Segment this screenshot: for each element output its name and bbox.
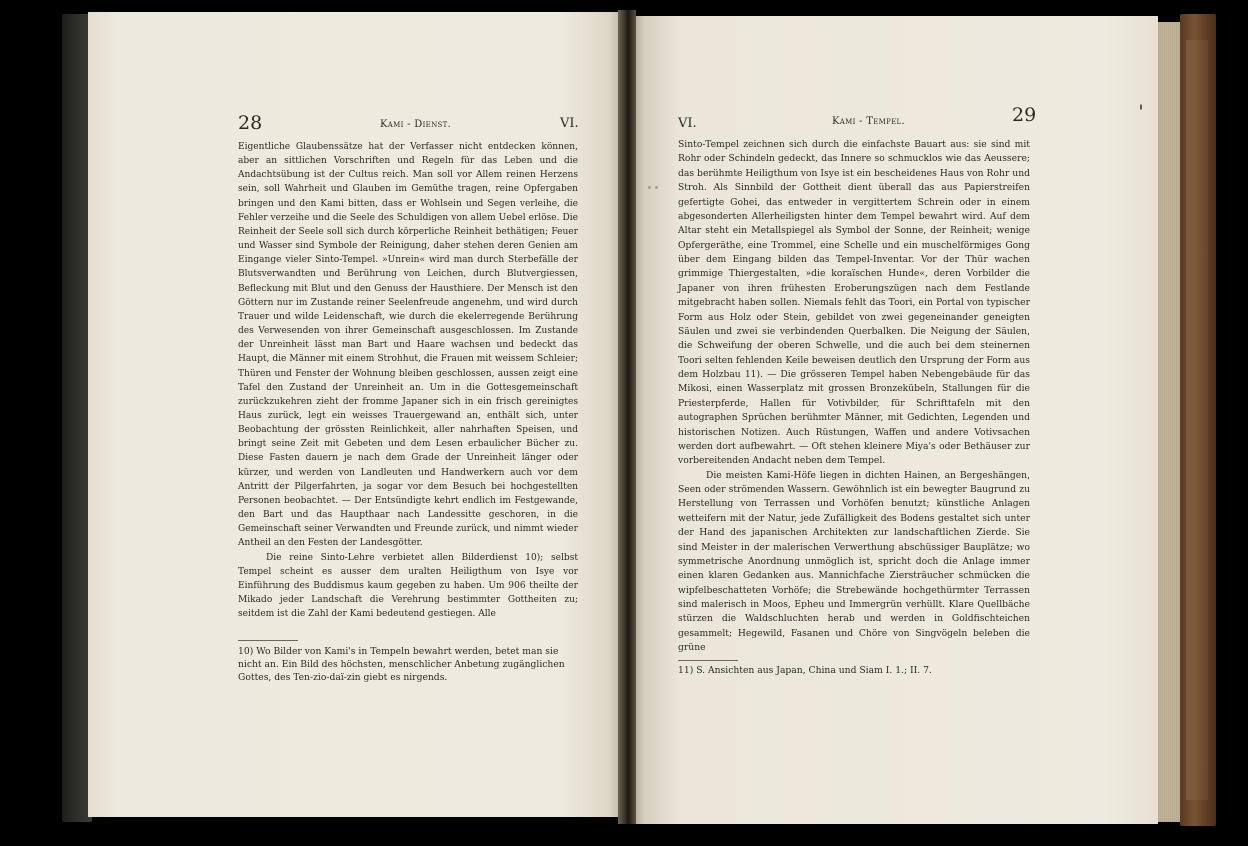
paper-speck bbox=[1140, 104, 1142, 110]
left-running-head: Kami - Dienst. bbox=[380, 119, 452, 130]
book-gutter bbox=[618, 10, 636, 824]
left-page-number: 28 bbox=[238, 112, 263, 134]
right-page-number: 29 bbox=[1012, 104, 1037, 126]
paper-speck bbox=[655, 186, 658, 189]
right-footnote-rule bbox=[678, 660, 738, 661]
right-cover-band bbox=[1186, 40, 1208, 800]
right-footnote: 11) S. Ansichten aus Japan, China und Siam I. 1.; II. 7. bbox=[678, 665, 932, 676]
right-paragraph-2: Die meisten Kami-Höfe liegen in dichten Hainen, an Bergeshängen, Seen oder strömenden Wassern. Gewöhnlich ist ein bewegter Baugrund zu Herstellung von Terrassen und Vorhöfen benutzt; künstliche Anlagen wetteifern mit der Natur, jede Zufälligkeit des Bodens gestaltet sich unter der Hand des japanischen Architekten zur landschaftlichen Zierde. Sie sind Meister in der malerischen Verwerthung abschüssiger Bauplätze; wo symmetrische Anordnung unmöglich ist, spricht doch die Anlage immer einen klaren Gedanken aus. Mannichfache Ziersträucher schmücken die wipfelbeschatteten Vorhöfe; die Strebewände hochgethürmter Terrassen sind malerisch in Moos, Epheu und Immergrün verhüllt. Klare Quellbäche stürzen die Waldschluchten herab und werden in Goldfischteichen gesammelt; Hegewild, Fasanen und Chöre von Singvögeln beleben die grüne bbox=[678, 469, 1030, 654]
right-running-head: Kami - Tempel. bbox=[832, 116, 905, 127]
left-chapter-number: VI. bbox=[560, 116, 579, 131]
left-footnote: 10) Wo Bilder von Kami's in Tempeln bewahrt werden, betet man sie nicht an. Ein Bild des höchsten, menschlicher Anbetung zugänglichen Gottes, des Ten-zio-daï-zin giebt es nirgends. bbox=[238, 646, 565, 683]
right-paragraph-1: Sinto-Tempel zeichnen sich durch die einfachste Bauart aus: sie sind mit Rohr oder Schindeln gedeckt, das Innere so schmucklos wie das Aeussere; das berühmte Heiligthum von Isye ist ein bescheidenes Haus von Rohr und Stroh. Als Sinnbild der Gottheit dient überall das aus Papierstreifen gefertigte Gohei, das entweder in vergittertem Schrein oder in einem abgesonderten Allerheiligsten hinter dem Tempel bewahrt wird. Auf dem Altar steht ein Metallspiegel als Symbol der Sonne, der Reinheit; wenige Opfergeräthe, eine Trommel, eine Schelle und ein muschelförmiges Gong über dem Eingang bilden das Tempel-Inventar. Vor der Thür wachen grimmige Thiergestalten, »die koraïschen Hunde«, deren Vorbilder die Japaner von ihren frühesten Eroberungszügen nach dem Festlande mitgebracht haben sollen. Niemals fehlt das Toori, ein Portal von typischer Form aus Holz oder Stein, gebildet von zwei gegeneinander geneigten Säulen und zwei sie verbindenden Querbalken. Die Neigung der Säulen, die Schweifung der oberen Schwelle, und die auch bei dem steinernen Toori selten fehlenden Keile beweisen deutlich den Ursprung der Form aus dem Holzbau 11). — Die grösseren Tempel haben Nebengebäude für das Mikosi, einen Wasserplatz mit grossen Bronzekübeln, Stallungen für die Priesterpferde, Hallen für Votivbilder, für Schrifttafeln mit den autographen Sprüchen berühmter Männer, mit Gedichten, Legenden und historischen Notizen. Auch Rüstungen, Waffen und andere Votivsachen werden dort aufbewahrt. — Oft stehen kleinere Miya's oder Bethäuser zur vorbereitenden Andacht neben dem Tempel. bbox=[678, 139, 1030, 467]
left-body-text bbox=[238, 140, 578, 621]
left-paragraph-1: Eigentliche Glaubenssätze hat der Verfasser nicht entdecken können, aber an sittlichen Vorschriften und Regeln für das Leben und die Andachtsübung ist der Cultus reich. Man soll vor Allem reinen Herzens sein, soll Wahrheit und Glauben im Gemüthe tragen, reine Opfergaben bringen und den Kami bitten, dass er Wohlsein und Segen verleihe, die Fehler verzeihe und die Seele des Schuldigen von allem Uebel erlöse. Die Reinheit der Seele soll sich durch körperliche Reinheit bethätigen; Feuer und Wasser sind Symbole der Reinigung, daher stehen deren Genien am Eingange vieler Sinto-Tempel. »Unrein« wird man durch Sterbefälle der Blutsverwandten und Berührung von Leichen, durch Blutvergiessen, Befleckung mit Blut und den Genuss der Hausthiere. Der Mensch ist den Göttern nur im Zustande reiner Seelenfreude angenehm, und wird durch Trauer und wilde Leidenschaft, wie durch die ekelerregende Berührung des Verwesenden von ihrer Gemeinschaft ausgeschlossen. Im Zustande der Unreinheit lässt man Bart und Haare wachsen und bedeckt das Haupt, die Männer mit einem Strohhut, die Frauen mit weissem Schleier; Thüren und Fenster der Wohnung bleiben geschlossen, aussen zeigt eine Tafel den Zustand der Unreinheit an. Um in die Gottesgemeinschaft zurückzukehren zieht der fromme Japaner sich in ein frisch gereinigtes Haus zurück, legt ein weisses Trauergewand an, enthält sich, unter Beobachtung der grössten Reinlichkeit, aller nahrhaften Speisen, und bringt seine Zeit mit Gebeten und dem Lesen erbaulicher Bücher zu. Diese Fasten dauern je nach dem Grade der Unreinheit länger oder kürzer, und werden von Landleuten und Handwerkern auch vor dem Antritt der Pilgerfahrten, ja sogar vor dem Besuch bei hochgestellten Personen beobachtet. — Der Entsündigte kehrt endlich im Festgewande, den Bart und das Haupthaar nach Landessitte geschoren, in die Gemeinschaft seiner Verwandten und Freunde zurück, und nimmt wieder Antheil an den Festen der Landesgötter. bbox=[238, 142, 578, 549]
left-footnote-rule bbox=[238, 640, 298, 641]
right-body-text bbox=[678, 138, 1030, 656]
page-edges bbox=[1158, 22, 1180, 822]
right-chapter-number: VI. bbox=[678, 116, 697, 131]
left-paragraph-2: Die reine Sinto-Lehre verbietet allen Bilderdienst 10); selbst Tempel scheint es ausser dem uralten Heiligthum von Isye vor Einführung des Buddismus kaum gegeben zu haben. Um 906 theilte der Mikado jeder Landschaft die Verehrung bestimmter Gottheiten zu; seitdem ist die Zahl der Kami bedeutend gestiegen. Alle bbox=[238, 552, 578, 620]
paper-speck bbox=[648, 186, 651, 189]
